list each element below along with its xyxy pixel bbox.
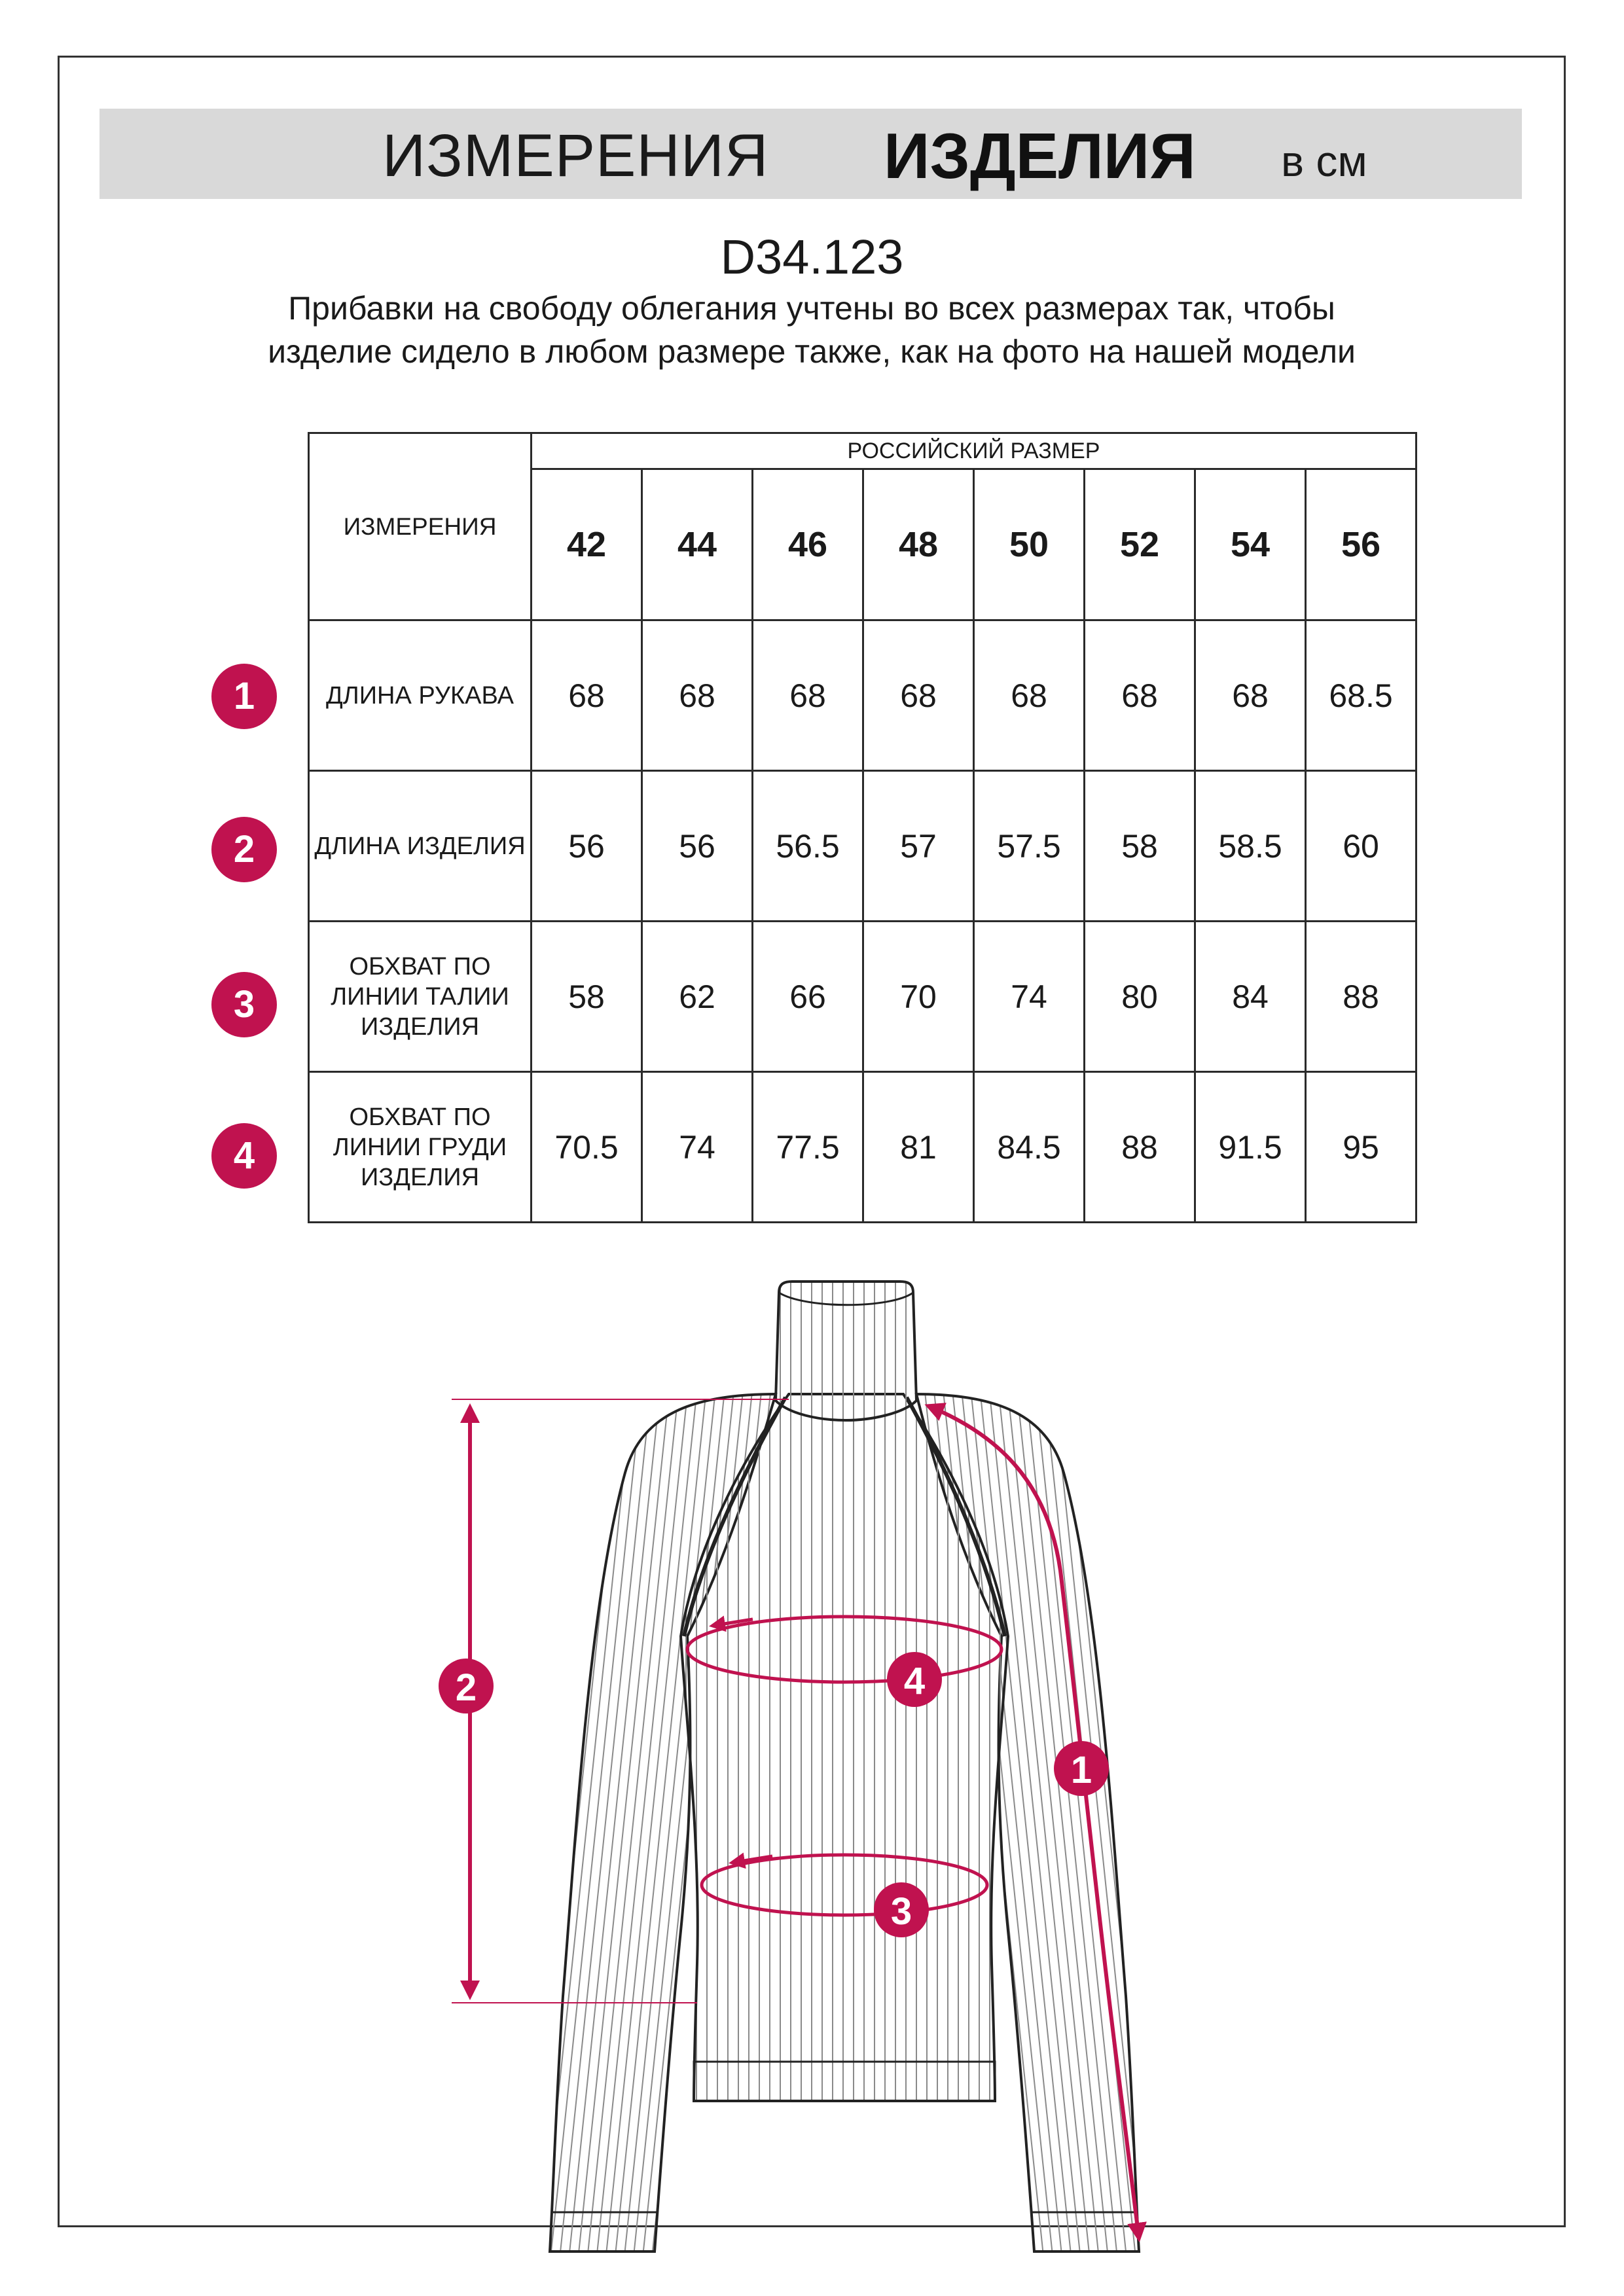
size-header: 46 xyxy=(753,469,863,620)
table-cell: 95 xyxy=(1306,1072,1416,1223)
badge-number: 4 xyxy=(233,1134,255,1177)
size-header: 50 xyxy=(974,469,1085,620)
unit-label: в см xyxy=(1281,137,1367,185)
title-bold: ИЗДЕЛИЯ xyxy=(884,120,1196,192)
table-cell: 68 xyxy=(753,620,863,771)
marker-number: 2 xyxy=(455,1666,477,1709)
table-cell: 68 xyxy=(1195,620,1306,771)
size-header: 56 xyxy=(1306,469,1416,620)
turtleneck-collar xyxy=(776,1282,916,1420)
size-header: 52 xyxy=(1085,469,1195,620)
size-header: 44 xyxy=(642,469,753,620)
table-cell: 58 xyxy=(1085,771,1195,922)
table-cell: 81 xyxy=(863,1072,974,1223)
diagram-marker-4 xyxy=(887,1652,942,1707)
table-cell: 88 xyxy=(1085,1072,1195,1223)
size-header: 48 xyxy=(863,469,974,620)
table-cell: 56 xyxy=(642,771,753,922)
badge-number: 1 xyxy=(233,675,255,717)
title-light: ИЗМЕРЕНИЯ xyxy=(382,122,769,189)
table-cell: 88 xyxy=(1306,922,1416,1072)
row-label: ОБХВАТ ПО ЛИНИИ ГРУДИ ИЗДЕЛИЯ xyxy=(309,1072,532,1223)
row-label: ДЛИНА РУКАВА xyxy=(309,620,532,771)
table-cell: 56 xyxy=(532,771,642,922)
table-cell: 66 xyxy=(753,922,863,1072)
table-cell: 84 xyxy=(1195,922,1306,1072)
table-cell: 56.5 xyxy=(753,771,863,922)
table-cell: 77.5 xyxy=(753,1072,863,1223)
table-cell: 68.5 xyxy=(1306,620,1416,771)
badge-number: 2 xyxy=(233,828,255,870)
table-cell: 80 xyxy=(1085,922,1195,1072)
table-cell: 58 xyxy=(532,922,642,1072)
table-cell: 68 xyxy=(863,620,974,771)
row-label: ОБХВАТ ПО ЛИНИИ ТАЛИИ ИЗДЕЛИЯ xyxy=(309,922,532,1072)
size-header: 42 xyxy=(532,469,642,620)
marker-number: 4 xyxy=(903,1660,926,1702)
table-cell: 68 xyxy=(1085,620,1195,771)
table-cell: 70 xyxy=(863,922,974,1072)
table-cell: 68 xyxy=(974,620,1085,771)
diagram-marker-3 xyxy=(874,1882,929,1937)
size-header: 54 xyxy=(1195,469,1306,620)
table-cell: 91.5 xyxy=(1195,1072,1306,1223)
table-cell: 57.5 xyxy=(974,771,1085,922)
marker-number: 3 xyxy=(890,1890,912,1933)
size-system-header: РОССИЙСКИЙ РАЗМЕР xyxy=(532,433,1416,469)
diagram-marker-2 xyxy=(439,1659,494,1713)
table-cell: 60 xyxy=(1306,771,1416,922)
article-code: D34.123 xyxy=(720,230,904,284)
table-cell: 74 xyxy=(642,1072,753,1223)
table-cell: 58.5 xyxy=(1195,771,1306,922)
fit-note: Прибавки на свободу облегания учтены во всех размерах так, чтобы изделие сидело в любом размере также, как на фото на нашей модели xyxy=(268,290,1356,370)
table-cell: 68 xyxy=(642,620,753,771)
table-cell: 70.5 xyxy=(532,1072,642,1223)
table-cell: 62 xyxy=(642,922,753,1072)
badge-number: 3 xyxy=(233,983,255,1026)
row-label: ДЛИНА ИЗДЕЛИЯ xyxy=(309,771,532,922)
marker-number: 1 xyxy=(1070,1749,1092,1791)
table-cell: 74 xyxy=(974,922,1085,1072)
table-cell: 57 xyxy=(863,771,974,922)
sweater-sketch xyxy=(550,1282,1139,2251)
measurements-header: ИЗМЕРЕНИЯ xyxy=(309,433,532,620)
table-cell: 68 xyxy=(532,620,642,771)
diagram-marker-1 xyxy=(1054,1741,1109,1796)
table-cell: 84.5 xyxy=(974,1072,1085,1223)
